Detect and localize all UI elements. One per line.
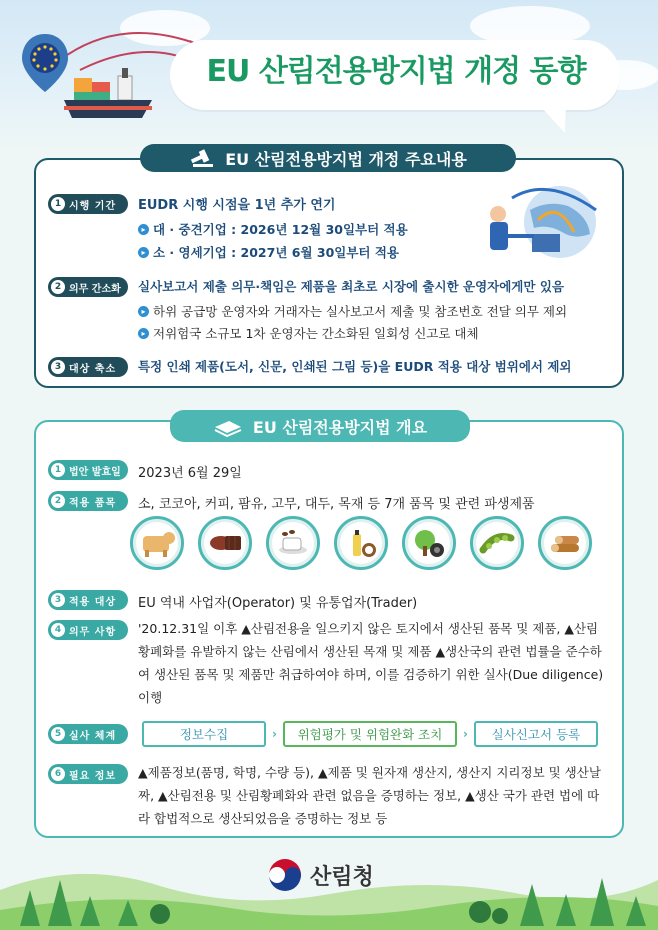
amendment-section-header xyxy=(140,144,516,172)
implementation-sub-small xyxy=(138,243,399,261)
agency-logo xyxy=(268,858,374,892)
tag-label: 대상 축소 xyxy=(69,363,117,375)
amendment-section-title: EU 산림전용방지법 개정 주요내용 xyxy=(225,149,467,169)
tag-number: 2 xyxy=(51,280,65,294)
flow-step-assess: 위험평가 및 위험완화 조치 xyxy=(283,721,457,747)
globe-businessman-icon xyxy=(478,180,610,262)
tag-effective-date xyxy=(48,460,128,480)
simplification-sub-1 xyxy=(138,302,567,320)
tag-label: 적용 품목 xyxy=(69,497,117,509)
tag-number: 1 xyxy=(51,197,65,211)
applicable-entities-text: EU 역내 사업자(Operator) 및 유통업자(Trader) xyxy=(138,596,418,611)
flow-step-register: 실사신고서 등록 xyxy=(474,721,598,747)
required-info-text: ▲제품정보(품명, 학명, 수량 등), ▲제품 및 원자재 생산지, 생산지 지리정보 및 생산날짜, ▲산림전용 및 산림황폐화와 관련 없음을 증명하는 정보, ▲생산 국가 관련 법에 따라 합법적으로 생산되었음을 증명하는 정보 등 xyxy=(138,765,601,826)
wood-icon xyxy=(538,516,592,570)
implementation-sub-large xyxy=(138,220,408,238)
scope-headline: 특정 인쇄 제품(도서, 신문, 인쇄된 그림 등)을 EUDR 적용 대상 범위에서 제외 xyxy=(138,359,572,374)
implementation-sub-small-text: 소 · 영세기업 : 2027년 6월 30일부터 적용 xyxy=(153,245,399,260)
tag-label: 의무 사항 xyxy=(69,626,117,638)
implementation-headline: EUDR 시행 시점을 1년 추가 연기 xyxy=(138,198,336,213)
soybean-icon xyxy=(470,516,524,570)
tag-label: 적용 대상 xyxy=(69,596,117,608)
tag-number: 3 xyxy=(51,593,65,607)
tag-number: 3 xyxy=(51,360,65,374)
tag-label: 시행 기간 xyxy=(69,200,117,212)
coffee-icon xyxy=(266,516,320,570)
document-stack-icon xyxy=(213,415,243,437)
tag-obligations xyxy=(48,620,128,640)
effective-date-text: 2023년 6월 29일 xyxy=(138,466,242,481)
page-title: EU 산림전용방지법 개정 동향 xyxy=(206,54,586,89)
cocoa-icon xyxy=(198,516,252,570)
tag-label: 의무 간소화 xyxy=(69,283,121,295)
due-diligence-flow xyxy=(142,721,598,747)
obligations-text: '20.12.31일 이후 ▲산림전용을 일으키지 않은 토지에서 생산된 품목 및 제품, ▲산림황폐화를 유발하지 않는 산림에서 생산된 목재 및 제품 ▲생산국의 관련 법률을 준수하여 생산된 품목 및 제품만 취급하여야 하며, 이를 검증하기 위한 실사(Due diligence) 이행 xyxy=(138,621,604,705)
palm-oil-icon xyxy=(334,516,388,570)
tag-implementation-period xyxy=(48,194,128,214)
tag-required-info xyxy=(48,764,128,784)
tag-obligation-simplification xyxy=(48,277,128,297)
tag-number: 4 xyxy=(51,623,65,637)
korea-taegeuk-emblem-icon xyxy=(268,858,302,892)
tag-label: 법안 발효일 xyxy=(69,466,121,478)
overview-section-header xyxy=(170,410,470,442)
tag-scope-reduction xyxy=(48,357,128,377)
cattle-icon xyxy=(130,516,184,570)
chevron-right-icon: › xyxy=(272,727,277,741)
product-icons-row xyxy=(130,516,592,570)
cargo-ship-icon xyxy=(60,68,160,126)
applicable-items-text: 소, 코코아, 커피, 팜유, 고무, 대두, 목재 등 7개 품목 및 관련 파생제품 xyxy=(138,497,535,512)
arrow-bullet-icon: ▸ xyxy=(138,328,149,339)
agency-name: 산림청 xyxy=(310,864,374,890)
tag-number: 5 xyxy=(51,727,65,741)
chevron-right-icon: › xyxy=(462,727,468,741)
tag-applicable-items xyxy=(48,491,128,511)
implementation-sub-large-text: 대 · 중견기업 : 2026년 12월 30일부터 적용 xyxy=(153,222,408,237)
tag-label: 실사 체계 xyxy=(69,730,117,742)
arrow-bullet-icon: ▸ xyxy=(138,247,149,258)
tag-number: 6 xyxy=(51,767,65,781)
flow-step-collect: 정보수집 xyxy=(142,721,266,747)
simplification-sub-2 xyxy=(138,324,479,342)
tag-number: 1 xyxy=(51,463,65,477)
rubber-icon xyxy=(402,516,456,570)
gavel-icon xyxy=(189,148,215,168)
tag-due-diligence-system xyxy=(48,724,128,744)
simplification-sub-1-text: 하위 공급망 운영자와 거래자는 실사보고서 제출 및 참조번호 전달 의무 제외 xyxy=(153,304,568,319)
tag-applicable-entities xyxy=(48,590,128,610)
hero-banner xyxy=(0,0,658,150)
overview-section-title: EU 산림전용방지법 개요 xyxy=(252,417,428,437)
arrow-bullet-icon: ▸ xyxy=(138,306,149,317)
simplification-sub-2-text: 저위험국 소규모 1차 운영자는 간소화된 일회성 신고로 대체 xyxy=(153,326,479,341)
tag-label: 필요 정보 xyxy=(69,770,117,782)
simplification-headline: 실사보고서 제출 의무·책임은 제품을 최초로 시장에 출시한 운영자에게만 있음 xyxy=(138,279,564,294)
tag-number: 2 xyxy=(51,494,65,508)
arrow-bullet-icon: ▸ xyxy=(138,224,149,235)
